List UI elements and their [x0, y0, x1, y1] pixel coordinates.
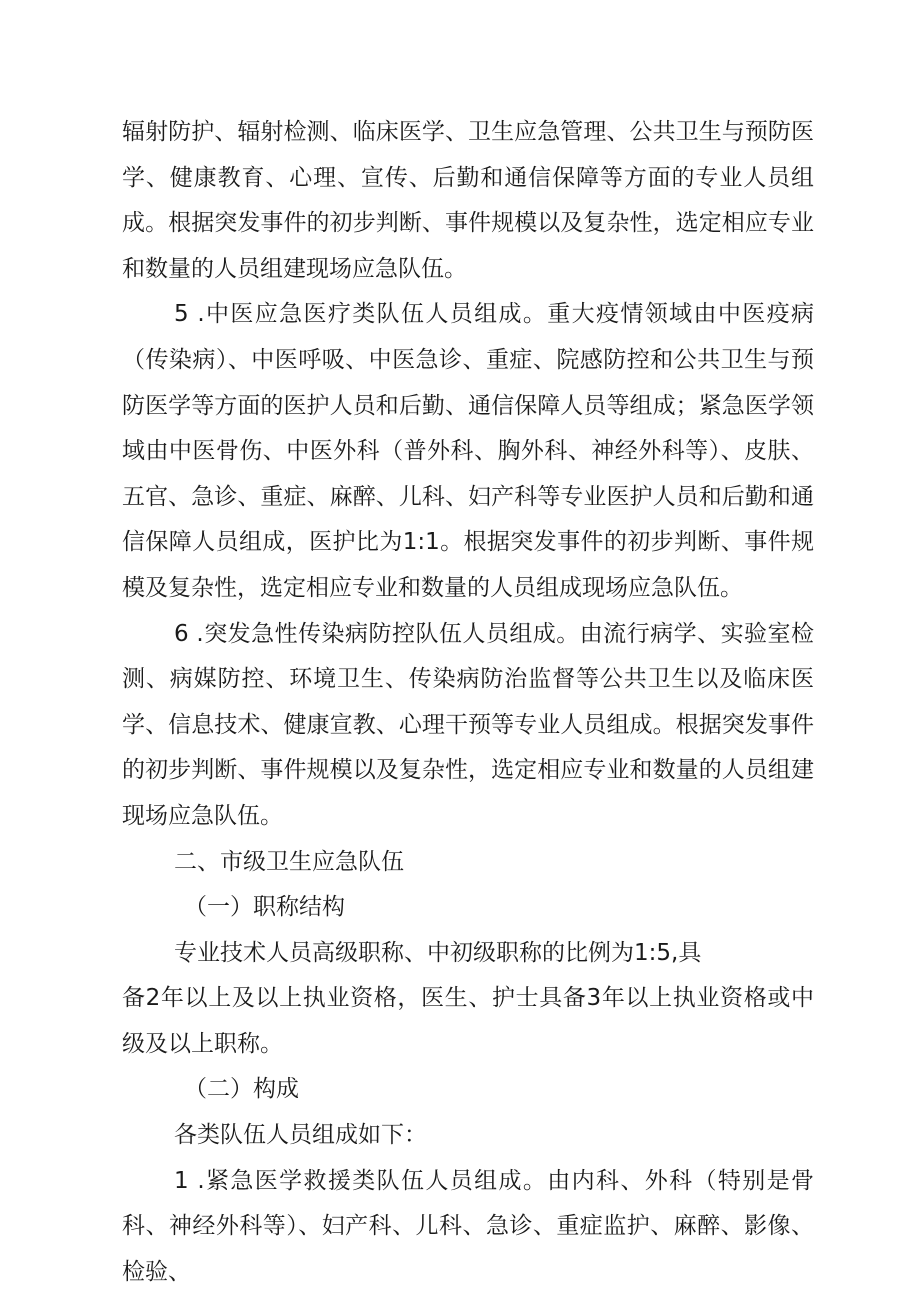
- paragraph-title-ratio-line1: 专业技术人员高级职称、中初级职称的比例为1:5,具: [174, 939, 702, 966]
- paragraph-tcm-emergency-team: 5 .中医应急医疗类队伍人员组成。重大疫情领域由中医疫病（传染病）、中医呼吸、中医急诊、重症、院感防控和公共卫生与预防医学等方面的医护人员和后勤、通信保障人员等组成；紧急医学领域由中医骨伤、中医外科（普外科、胸外科、神经外科等）、皮肤、五官、急诊、重症、麻醉、儿科、妇产科等专业医护人员和后勤和通信保障人员组成，医护比为1:1。根据突发事件的初步判断、事件规模及复杂性，选定相应专业和数量的人员组成现场应急队伍。: [122, 301, 814, 601]
- paragraph-title-ratio-line2: 备2年以上及以上执业资格，医生、护士具备3年以上执业资格或中级及以上职称。: [122, 985, 814, 1057]
- subsection-heading-title-structure: （一）职称结构: [184, 894, 345, 921]
- section-heading-city-team: 二、市级卫生应急队伍: [174, 848, 404, 875]
- document-body: [122, 110, 814, 1295]
- subsection-heading-composition: （二）构成: [184, 1076, 299, 1103]
- paragraph-emergency-rescue-team: 1 .紧急医学救援类队伍人员组成。由内科、外科（特别是骨科、神经外科等）、妇产科、儿科、急诊、重症监护、麻醉、影像、检验、: [122, 1167, 814, 1285]
- paragraph-team-intro: 各类队伍人员组成如下：: [174, 1122, 427, 1149]
- paragraph-infectious-disease-team: 6 .突发急性传染病防控队伍人员组成。由流行病学、实验室检测、病媒防控、环境卫生、传染病防治监督等公共卫生以及临床医学、信息技术、健康宣教、心理干预等专业人员组成。根据突发事件的初步判断、事件规模以及复杂性，选定相应专业和数量的人员组建现场应急队伍。: [122, 620, 814, 829]
- paragraph-radiation-team-continued: 辐射防护、辐射检测、临床医学、卫生应急管理、公共卫生与预防医学、健康教育、心理、宣传、后勤和通信保障等方面的专业人员组成。根据突发事件的初步判断、事件规模以及复杂性，选定相应专业和数量的人员组建现场应急队伍。: [122, 119, 814, 282]
